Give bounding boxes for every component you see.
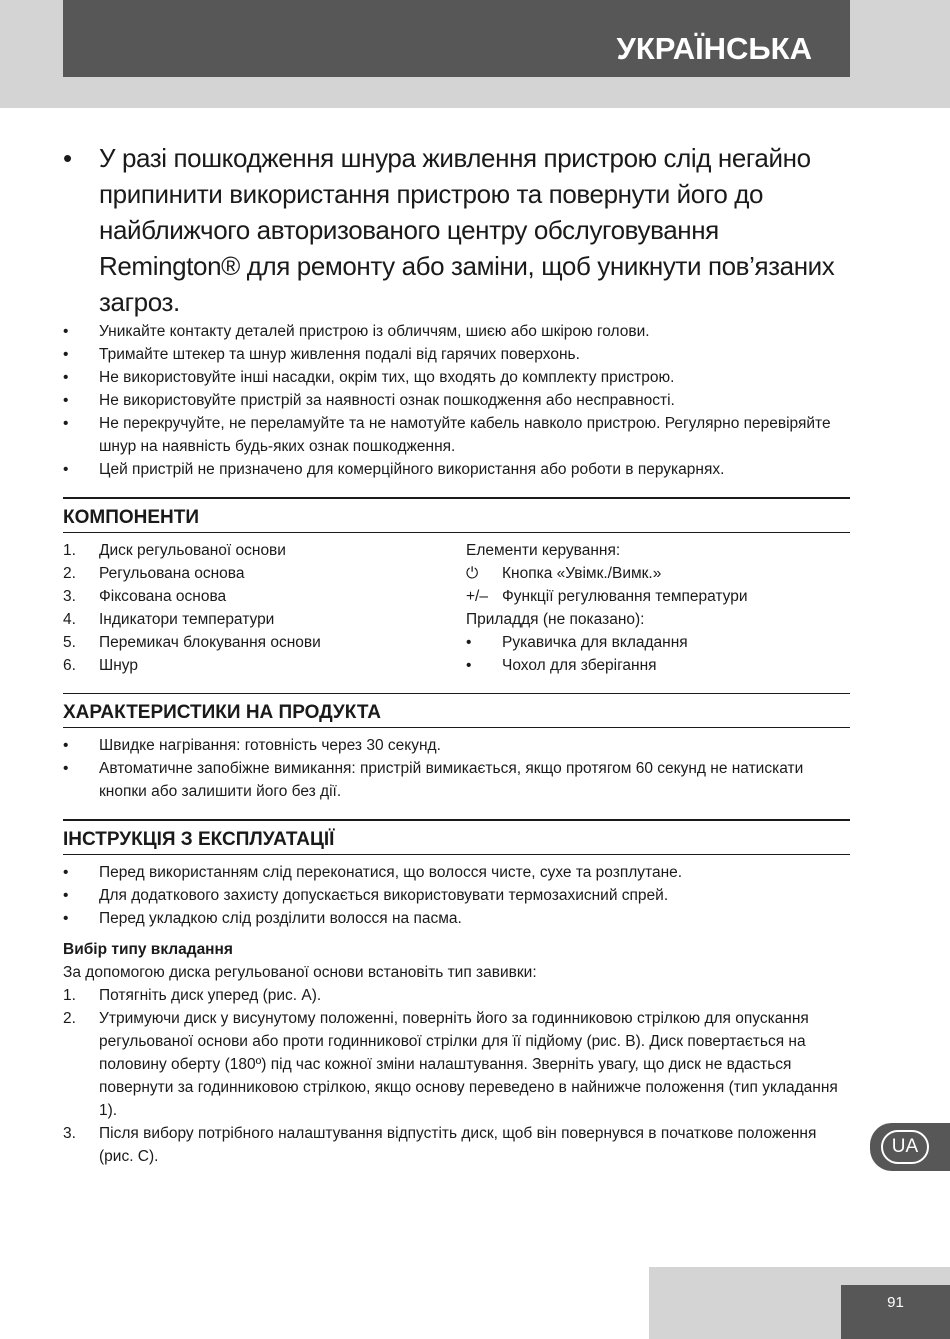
- language-badge: [870, 1123, 950, 1171]
- instructions-list: [63, 861, 850, 930]
- list-item: 5. Перемикач блокування основи: [63, 634, 321, 651]
- power-icon: ⏻: [466, 565, 479, 582]
- temperature-control-item: +/– Функції регулювання температури: [466, 585, 850, 608]
- bullet-mark: •: [63, 143, 72, 173]
- list-item: • Перед укладкою слід розділити волосся на пасма.: [63, 910, 462, 927]
- list-item: • Не використовуйте пристрій за наявності ознак пошкодження або несправності.: [63, 392, 675, 409]
- language-badge-label: UA: [881, 1130, 929, 1164]
- list-item: 2. Регульована основа: [63, 565, 245, 582]
- features-list: [63, 734, 850, 803]
- list-item: • Для додаткового захисту допускається використовувати термозахисний спрей.: [63, 887, 669, 904]
- list-item: • Рукавичка для вкладання: [466, 634, 688, 651]
- components-heading: КОМПОНЕНТИ: [63, 497, 850, 533]
- list-item: 4. Індикатори температури: [63, 611, 275, 628]
- styling-intro: За допомогою диска регульованої основи встановіть тип завивки:: [63, 964, 537, 981]
- controls-column: [466, 539, 850, 677]
- features-heading: ХАРАКТЕРИСТИКИ НА ПРОДУКТА: [63, 694, 850, 728]
- plus-minus-icon: +/–: [466, 588, 488, 605]
- instructions-heading: ІНСТРУКЦІЯ З ЕКСПЛУАТАЦІЇ: [63, 819, 850, 855]
- list-item: • Уникайте контакту деталей пристрою із обличчям, шиєю або шкірою голови.: [63, 323, 650, 340]
- parts-column: [63, 539, 466, 677]
- styling-type-subheading: Вибір типу вкладання: [63, 941, 233, 958]
- list-item: • Не використовуйте інші насадки, окрім тих, що входять до комплекту пристрою.: [63, 369, 675, 386]
- steps-list: [63, 984, 850, 1168]
- page-content: [63, 140, 850, 1168]
- lead-warning: [63, 140, 850, 320]
- list-item: • Перед використанням слід переконатися, що волосся чисте, сухе та розплутане.: [63, 864, 683, 881]
- list-item: 2. Утримуючи диск у висунутому положенні, поверніть його за годинниковою стрілкою для опускання регульованої основи або проти годинникової стрілки для її підйому (рис. B). Диск повертається на половину оберту (180º) під час кожної зміни налаштування. Зверніть увагу, що диск не вдасться повернути за годинниковою стрілкою, якщо основу переведено в найнижче положення (тип укладання 1).: [63, 1010, 838, 1119]
- components-section: [63, 539, 850, 677]
- list-item: • Не перекручуйте, не переламуйте та не намотуйте кабель навколо пристрою. Регулярно перевіряйте шнур на наявність будь-яких ознак пошкодження.: [63, 415, 831, 455]
- list-item: • Автоматичне запобіжне вимикання: пристрій вимикається, якщо протягом 60 секунд не натискати кнопки або залишити його без дії.: [63, 760, 804, 800]
- page-number: 91: [841, 1285, 950, 1339]
- language-title: УКРАЇНСЬКА: [63, 0, 850, 77]
- lead-warning-text: У разі пошкодження шнура живлення пристрою слід негайно припинити використання пристрою та повернути його до найближчого авторизованого центру обслуговування Remington® для ремонту або заміни, щоб уникнути пов’язаних загроз.: [99, 143, 835, 317]
- list-item: • Тримайте штекер та шнур живлення подалі від гарячих поверхонь.: [63, 346, 580, 363]
- list-item: 1. Диск регульованої основи: [63, 542, 286, 559]
- list-item: 3. Після вибору потрібного налаштування відпустіть диск, щоб він повернувся в початкове положення (рис. C).: [63, 1125, 817, 1165]
- accessories-label: Приладдя (не показано):: [466, 611, 645, 628]
- controls-label: Елементи керування:: [466, 542, 621, 559]
- list-item: • Швидке нагрівання: готовність через 30 секунд.: [63, 737, 441, 754]
- parts-list: [63, 539, 466, 677]
- power-button-item: ⏻ Кнопка «Увімк./Вимк.»: [466, 562, 850, 585]
- list-item: • Чохол для зберігання: [466, 657, 657, 674]
- list-item: • Цей пристрій не призначено для комерційного використання або роботи в перукарнях.: [63, 461, 725, 478]
- list-item: 1. Потягніть диск уперед (рис. A).: [63, 987, 322, 1004]
- warning-list: [63, 320, 850, 481]
- list-item: 6. Шнур: [63, 657, 138, 674]
- list-item: 3. Фіксована основа: [63, 588, 227, 605]
